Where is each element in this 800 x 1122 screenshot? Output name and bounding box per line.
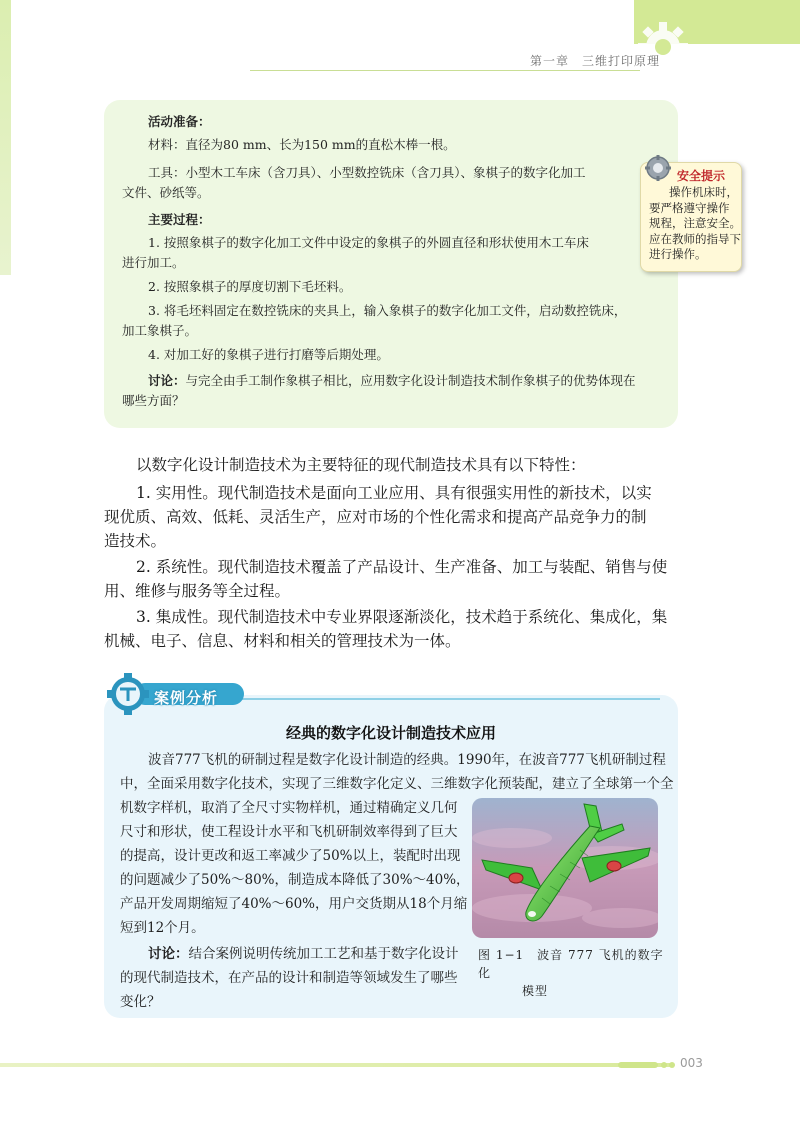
activity-discussion-label: 讨论： [148, 373, 186, 388]
case-badge-label: 案例分析 [154, 689, 219, 707]
body-p1-line3: 造技术。 [104, 532, 167, 550]
activity-tools-line2: 文件、砂纸等。 [122, 185, 210, 200]
left-decor-strip [0, 0, 11, 275]
body-p1-line1: 1. 实用性。现代制造技术是面向工业应用、具有很强实用性的新技术，以实 [136, 484, 652, 502]
footer-decor [618, 1061, 676, 1069]
safety-tip-line: 操作机床时， [669, 185, 738, 199]
case-discussion-line1 [148, 944, 459, 964]
boeing-777-model-image [472, 798, 658, 938]
case-line: 波音777飞机的研制过程是数字化设计制造的经典。1990年，在波音777飞机研制过程 [148, 752, 666, 768]
case-discussion-label: 讨论： [148, 946, 189, 962]
safety-tip-line: 要严格遵守操作 [649, 200, 730, 215]
activity-step1-line1: 1. 按照象棋子的数字化加工文件中设定的象棋子的外圆直径和形状使用木工车床 [148, 235, 589, 250]
activity-discussion-text: 与完全由手工制作象棋子相比，应用数字化设计制造技术制作象棋子的优势体现在 [185, 373, 636, 388]
activity-step3-line1: 3. 将毛坯料固定在数控铣床的夹具上，输入象棋子的数字化加工文件，启动数控铣床， [148, 303, 627, 318]
figure-caption-line1: 图 1−1 波音 777 飞机的数字化 [478, 948, 664, 980]
case-discussion-text: 结合案例说明传统加工工艺和基于数字化设计 [188, 946, 459, 962]
safety-tip-card [640, 162, 742, 272]
figure-caption-line2: 模型 [522, 984, 549, 998]
activity-step4: 4. 对加工好的象棋子进行打磨等后期处理。 [148, 347, 389, 362]
safety-tip-line: 进行操作。 [649, 247, 707, 261]
body-p2-line1: 2. 系统性。现代制造技术覆盖了产品设计、生产准备、加工与装配、销售与使 [136, 558, 668, 576]
case-line: 产品开发周期缩短了40%～60%，用户交货期从18个月缩 [120, 896, 468, 912]
activity-step2: 2. 按照象棋子的厚度切割下毛坯料。 [148, 279, 352, 294]
page-number: 003 [680, 1056, 703, 1070]
case-line: 的问题减少了50%～80%，制造成本降低了30%～40%， [120, 872, 470, 888]
safety-tip-line: 规程，注意安全。 [649, 216, 741, 230]
case-line: 短到12个月。 [120, 920, 205, 936]
safety-tip-title: 安全提示 [677, 169, 726, 183]
activity-prep-heading: 活动准备： [148, 114, 211, 129]
body-p3-line1: 3. 集成性。现代制造技术中专业界限逐渐淡化，技术趋于系统化、集成化，集 [136, 608, 668, 626]
warning-gear-icon [645, 155, 671, 181]
figure-caption [478, 946, 668, 1000]
activity-step3-line2: 加工象棋子。 [122, 323, 198, 338]
case-discussion-line2: 的现代制造技术，在产品的设计和制造等领域发生了哪些 [120, 970, 458, 986]
body-p2-line2: 用、维修与服务等全过程。 [104, 582, 291, 600]
case-discussion-line3: 变化？ [120, 994, 161, 1010]
case-line: 机数字样机，取消了全尺寸实物样机，通过精确定义几何 [120, 800, 458, 816]
activity-step1-line2: 进行加工。 [122, 255, 185, 270]
body-intro: 以数字化设计制造技术为主要特征的现代制造技术具有以下特性： [136, 456, 586, 474]
case-line: 尺寸和形状，使工程设计水平和飞机研制效率得到了巨大 [120, 824, 458, 840]
activity-discussion-line1 [148, 372, 636, 390]
case-line: 中，全面采用数字化技术，实现了三维数字化定义、三维数字化预装配，建立了全球第一个全 [120, 776, 674, 792]
case-line: 的提高，设计更改和返工率减少了50%以上，装配时出现 [120, 848, 461, 864]
activity-tools-line1: 工具：小型木工车床（含刀具）、小型数控铣床（含刀具）、象棋子的数字化加工 [148, 165, 586, 180]
body-p3-line2: 机械、电子、信息、材料和相关的管理技术为一体。 [104, 632, 461, 650]
activity-process-heading: 主要过程： [148, 212, 211, 227]
header-rule [250, 70, 640, 71]
body-p1-line2: 现优质、高效、低耗、灵活生产，应对市场的个性化需求和提高产品竞争力的制 [104, 508, 647, 526]
activity-discussion-line2: 哪些方面？ [122, 393, 185, 408]
safety-tip-text [649, 185, 741, 263]
activity-materials: 材料：直径为80 mm、长为150 mm的直松木棒一根。 [148, 137, 456, 152]
case-rule [240, 698, 660, 700]
chapter-title: 第一章 三维打印原理 [529, 54, 660, 68]
case-title: 经典的数字化设计制造技术应用 [285, 724, 496, 742]
safety-tip-line: 应在教师的指导下 [649, 231, 741, 246]
footer-rule [0, 1063, 673, 1067]
